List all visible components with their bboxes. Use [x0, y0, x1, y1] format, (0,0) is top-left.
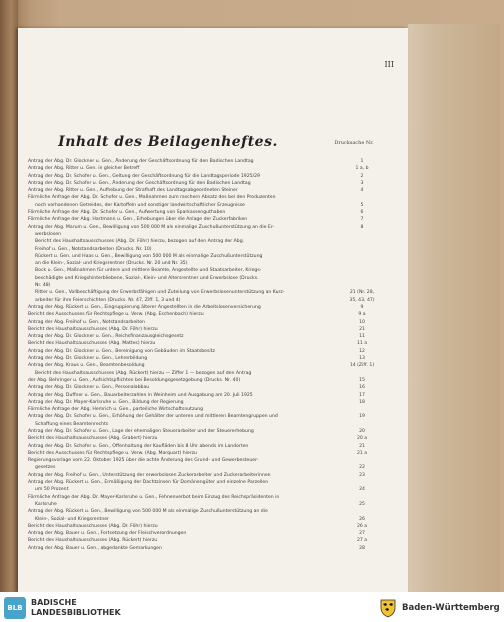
entry-number: 27 a: [356, 538, 368, 544]
table-row: [28, 202, 384, 209]
table-row: [28, 311, 384, 318]
entry-text: der Abg. Behringer u. Gen., Aufsichtspflichten bei Besoldungsgesetzgebung (Drucks. Nr. 40): [28, 377, 241, 383]
entry-number: 11: [359, 334, 365, 340]
entry-number: 8: [360, 224, 364, 230]
entry-text: Antrag der Abg. Duffner u. Gen., Bauarbeiterzahlen in Weinheim und Ausgabung am 20. Juli 1925: [28, 392, 253, 398]
entry-text: Antrag der Abg. Rückert u. Gen., Eingruppierung älterer Angestellten in die Arbeitslosenversicherung: [28, 304, 261, 310]
entry-text: Antrag der Abg. Marum u. Gen., Bewilligung von 500 000 M als einmalige Zuschußunterstützung an die Er-: [28, 224, 275, 230]
library-name[interactable]: [31, 598, 121, 618]
table-row: [28, 362, 384, 369]
entry-text: Förmliche Anfrage der Abg. Dr. Schofer u. Gen., Aufwertung von Sparkassenguthaben: [28, 210, 226, 216]
table-row: [28, 406, 384, 413]
table-row: [28, 443, 384, 450]
entry-text: Bericht des Ausschusses für Rechtspflege u. Verw. (Abg. Marquart) hierzu: [28, 450, 197, 456]
entry-number: 20 a: [356, 436, 368, 442]
entry-number: 21 a: [356, 450, 368, 456]
table-row: [28, 238, 384, 245]
page-edge: [408, 24, 500, 592]
table-row: [28, 523, 384, 530]
table-row: [28, 165, 384, 172]
table-row: [28, 333, 384, 340]
entry-text: Bericht des Haushaltsausschusses (Abg. Grabert) hierzu: [28, 436, 158, 442]
table-row: [28, 326, 384, 333]
entry-text: beschädigte und Kriegshinterbliebene, Sozial-, Klein- und Altersrentner und Erwerbslose (Drucks.: [35, 275, 259, 281]
entry-number: 28: [359, 545, 365, 551]
entry-text: Bericht des Haushaltsausschusses (Abg. Rückert) hierzu — Ziffer 1 — bezogen auf den Antrag: [35, 370, 252, 376]
table-row: [28, 537, 384, 544]
table-row: [28, 340, 384, 347]
entry-number: 21: [359, 443, 365, 449]
entry-text: Förmliche Anfrage der Abg. Hemrich u. Gen., parteiliche Wirtschaftsnutzung: [28, 407, 204, 413]
table-row: [28, 392, 384, 399]
table-row: [28, 289, 384, 296]
entry-number: 18: [359, 399, 365, 405]
entry-number: 9: [360, 304, 364, 310]
entry-number: 5: [360, 202, 364, 208]
entry-number: 10: [359, 319, 365, 325]
table-row: [28, 180, 384, 187]
entry-text: Antrag der Abg. Dr. Glockner u. Gen., Personalabbau: [28, 385, 150, 391]
entry-text: Nr. 48): [35, 283, 51, 289]
entry-text: Freihof u. Gen., Notstandsarbeiten (Drucks. Nr. 10): [35, 246, 152, 252]
entry-text: Bericht des Haushaltsausschusses (Abg. Dr. Föhr) hierzu: [28, 326, 158, 332]
entry-text: noch vorhandenen Getreides, der Kartoffeln und sonstiger landwirtschaftlicher Erzeugnisse: [35, 202, 245, 208]
entry-text: Klein-, Sozial- und Kriegsrentner: [35, 516, 109, 522]
entry-number: 17: [359, 392, 365, 398]
document-page: [18, 28, 408, 592]
entry-text: Antrag der Abg. Freihof u. Gen., Notstandsarbeiten: [28, 319, 145, 325]
table-row: [28, 224, 384, 231]
entry-text: Antrag der Abg. Dr. Schofer u. Gen., Offenhaltung der Kaufläden bis 8 Uhr abends im Landorten: [28, 443, 249, 449]
table-row: [28, 158, 384, 165]
entry-text: Ritter u. Gen., Vollbeschäftigung der Erwerbsfähigen und Zuteilung von Erwerbslosenunterstützung an Kurz-: [35, 290, 285, 296]
table-row: [28, 297, 384, 304]
entry-number: 16: [359, 385, 365, 391]
table-row: [28, 377, 384, 384]
table-row: [28, 355, 384, 362]
table-row: [28, 231, 384, 238]
entry-number: 12: [359, 348, 365, 354]
entry-text: gesetzes: [35, 465, 56, 471]
entry-number: 13: [359, 356, 365, 362]
table-row: [28, 399, 384, 406]
table-row: [28, 464, 384, 471]
table-row: [28, 173, 384, 180]
entry-text: Förmliche Anfrage der Abg. Dr. Schofer u. Gen., Maßnahmen zum raschern Absatz des bei den Produzenten: [28, 195, 276, 201]
entry-text: Förmliche Anfrage der Abg. Dr. Mayer-Karlsruhe u. Gen., Fehnenverbot beim Einzug des Reichspräsidenten in: [28, 494, 280, 500]
table-row: [28, 421, 384, 428]
entry-number: 23: [359, 472, 365, 478]
entry-list: [28, 158, 384, 552]
table-row: [28, 545, 384, 552]
entry-text: Antrag der Abg. Bauer u. Gen., abgedankte Gemarkungen: [28, 545, 162, 551]
table-row: [28, 530, 384, 537]
entry-number: 21: [359, 326, 365, 332]
entry-number: 22: [359, 465, 365, 471]
table-row: [28, 267, 384, 274]
entry-text: Förmliche Anfrage der Abg. Hartmann u. Gen., Erhebungen über die Anlage der Zuckerfabriken: [28, 217, 248, 223]
column-header: Drucksache Nr.: [334, 140, 374, 146]
table-row: [28, 508, 384, 515]
book-spine: [0, 0, 18, 592]
entry-text: Bericht des Haushaltsausschusses (Abg. Rückert) hierzu: [28, 538, 158, 544]
table-row: [28, 428, 384, 435]
table-row: [28, 209, 384, 216]
blb-logo-icon[interactable]: BLB: [4, 597, 26, 619]
entry-number: 24: [359, 487, 365, 493]
entry-number: 11 a: [356, 341, 368, 347]
entry-text: Antrag der Abg. Dr. Glockner u. Gen., Reichsfinanzausgleichsgesetz: [28, 334, 184, 340]
table-row: [28, 194, 384, 201]
entry-text: Antrag der Abg. Dr. Schofer u. Gen., Lage der ehemaligen Steuerarbeiter und der Steuererhebung: [28, 428, 254, 434]
table-row: [28, 370, 384, 377]
entry-text: um 50 Prozent: [35, 487, 69, 493]
state-name[interactable]: Baden-Württemberg: [402, 603, 500, 613]
entry-text: Karlsruhe: [35, 501, 57, 507]
entry-number: 25: [359, 501, 365, 507]
entry-number: 27: [359, 531, 365, 537]
table-row: [28, 435, 384, 442]
table-row: [28, 260, 384, 267]
entry-text: Antrag der Abg. Dr. Glockner u. Gen., Lehrerbildung: [28, 356, 148, 362]
table-row: [28, 246, 384, 253]
entry-text: Bock u. Gen., Maßnahmen für untere und mittlere Beamte, Angestellte und Staatsarbeiter, Kriegs-: [35, 268, 262, 274]
entry-text: Antrag der Abg. Dr. Glockner u. Gen., Änderung der Geschäftsordnung für den Badischen Landtag: [28, 159, 254, 164]
table-row: [28, 516, 384, 523]
table-row: [28, 187, 384, 194]
table-row: [28, 384, 384, 391]
entry-text: Antrag der Abg. Freihof u. Gen., Unterstützung der erwerbslosen Zuckerarbeiter und Zuckerarbeiterinnen: [28, 472, 271, 478]
document-title: Inhalt des Beilagenheftes.: [58, 134, 278, 150]
entry-number: 21 (Nr. 28,: [349, 290, 375, 296]
entry-text: werbslosen: [35, 231, 61, 237]
table-row: [28, 494, 384, 501]
table-row: [28, 501, 384, 508]
entry-text: Antrag der Abg. Dr. Schofer u. Gen., Erhöhung der Gehälter der unteren und mittleren Beamtengruppen und: [28, 414, 278, 420]
table-row: [28, 253, 384, 260]
entry-text: Antrag der Abg. Kraus u. Gen., Beamtenbesoldung: [28, 363, 145, 369]
table-row: [28, 450, 384, 457]
entry-text: Bericht des Haushaltsausschusses (Abg. Dr. Föhr) hierzu: [28, 523, 158, 529]
baden-wuerttemberg-crest-icon[interactable]: [378, 598, 398, 618]
entry-text: an die Klein-, Sozial- und Kriegsrentner (Drucks. Nr. 20 und Nr. 35): [35, 261, 188, 267]
entry-text: Rückert u. Gen. und Haas u. Gen., Bewilligung von 500 000 M als einmalige Zuschußunterstützung: [35, 253, 263, 259]
entry-text: Antrag der Abg. Bauer u. Gen., Fortsetzung der Fleischverordnungen: [28, 531, 187, 537]
library-name-line2: LANDESBIBLIOTHEK: [31, 608, 121, 617]
entry-text: Antrag der Abg. Dr. Glockner u. Gen., Bereinigung von Gebäuden im Staatsbesitz: [28, 348, 215, 354]
table-row: [28, 413, 384, 420]
page-number: III: [384, 60, 394, 69]
entry-text: Antrag der Abg. Ritter u. Gen. in gleicher Betreff: [28, 166, 140, 172]
entry-number: 7: [360, 217, 364, 223]
entry-number: 19: [359, 414, 365, 420]
entry-text: Antrag der Abg. Rückert u. Gen., Bewilligung von 500 000 M als einmalige Zuschußunterstützung an die: [28, 509, 268, 515]
library-name-line1: BADISCHE: [31, 598, 77, 607]
entry-text: Antrag der Abg. Ritter u. Gen., Aufhebung der Strafhaft des Landtagsabgeordneten Steiner: [28, 188, 238, 194]
table-row: [28, 486, 384, 493]
table-row: [28, 216, 384, 223]
entry-number: 9 a: [358, 312, 366, 318]
entry-text: Bericht des Haushaltsausschusses (Abg. Mattes) hierzu: [28, 341, 156, 347]
entry-number: 6: [360, 210, 364, 216]
entry-text: Antrag der Abg. Dr. Mayer-Karlsruhe u. Gen., Bildung der Regierung: [28, 399, 184, 405]
entry-text: Bericht des Haushaltsausschusses (Abg. Dr. Föhr) hierzu, bezogen auf den Antrag der Abg.: [35, 239, 245, 245]
table-row: [28, 319, 384, 326]
table-row: [28, 304, 384, 311]
entry-number: 4: [360, 188, 364, 194]
entry-text: Antrag der Abg. Rückert u. Gen., Ermäßigung der Dachtzinsen für Domänengüter und einzelne Parzellen: [28, 480, 269, 486]
entry-number: 26 a: [356, 523, 368, 529]
table-row: [28, 472, 384, 479]
entry-number: 2: [360, 173, 364, 179]
entry-text: Antrag der Abg. Dr. Schofer u. Gen., Änderung der Geschäftsordnung für den Badischen Landtag: [28, 180, 251, 186]
entry-number: 3: [360, 180, 364, 186]
table-row: [28, 457, 384, 464]
entry-number: 15: [359, 377, 365, 383]
table-row: [28, 479, 384, 486]
entry-number: 35, 43, 47): [349, 297, 375, 303]
entry-number: 1: [360, 159, 364, 164]
entry-number: 1 a, b: [355, 166, 369, 172]
entry-number: 20: [359, 428, 365, 434]
entry-text: arbeiter für ihre Feierschichten (Drucks. Nr. 47, Ziff. 1, 3 und 4): [35, 297, 181, 303]
entry-text: Schaffung eines Beamtenrechts: [35, 421, 109, 427]
entry-number: 26: [359, 516, 365, 522]
table-row: [28, 275, 384, 282]
entry-number: 14 (Ziff. 1): [349, 363, 375, 369]
entry-text: Regierungsvorlage vom 22. Oktober 1925 über die achte Änderung des Grund- und Gewerbesteuer-: [28, 458, 259, 464]
entry-text: Bericht des Ausschusses für Rechtspflege u. Verw. (Abg. Eschenbach) hierzu: [28, 312, 204, 318]
table-row: [28, 282, 384, 289]
entry-text: Antrag der Abg. Dr. Schofer u. Gen., Geltung der Geschäftsordnung für die Landtagsperiode 1925/29: [28, 173, 260, 179]
table-row: [28, 348, 384, 355]
